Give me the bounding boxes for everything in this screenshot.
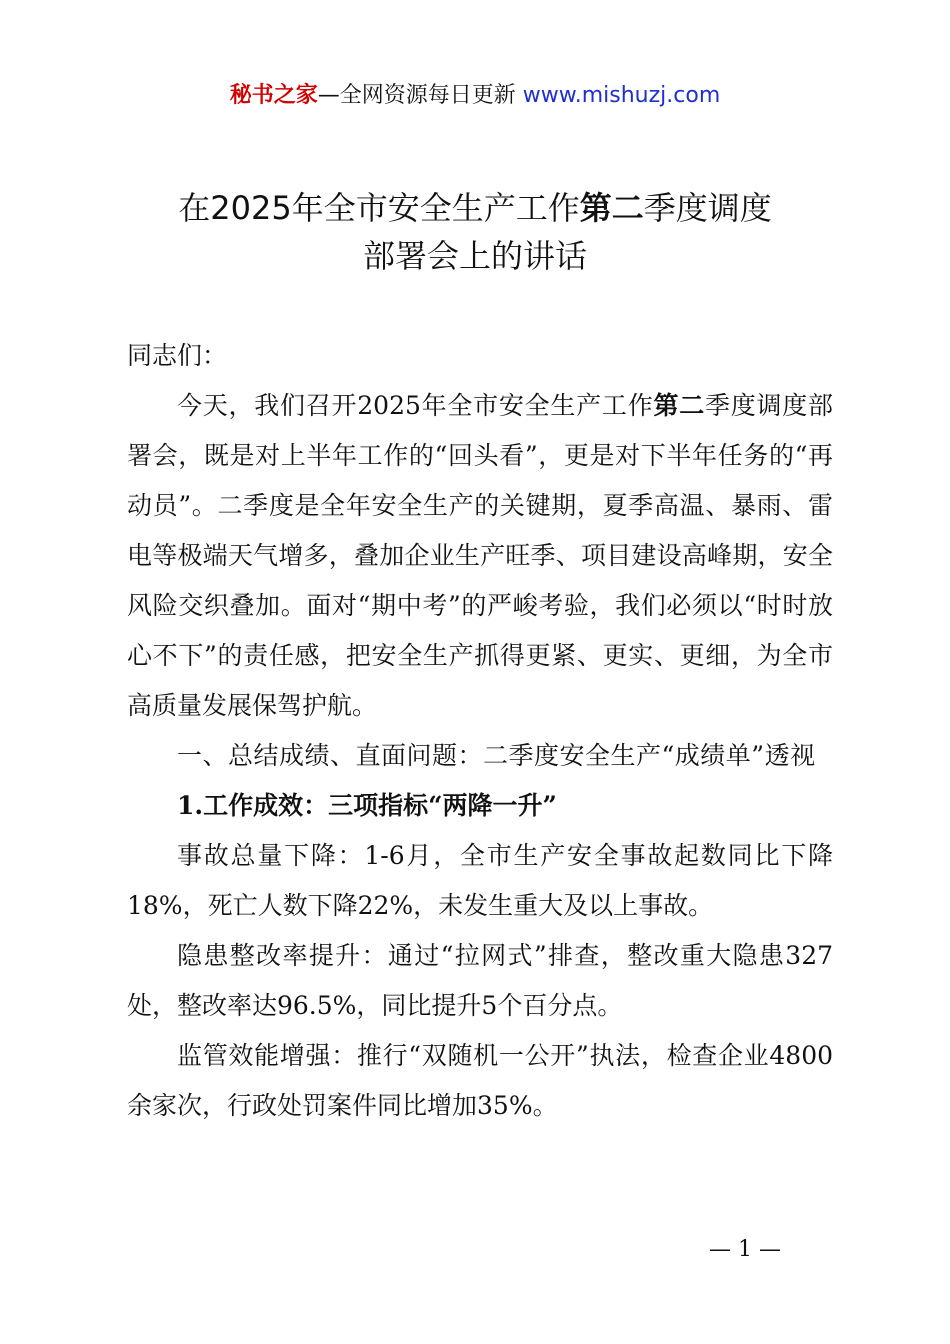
document-title-line-1 [0,184,950,232]
header-slogan: —全网资源每日更新 [317,83,516,108]
title-text-post: 季度调度 [643,189,772,227]
section-heading-1: 一、总结成绩、直面问题：二季度安全生产“成绩单”透视 [177,741,816,770]
intro-paragraph [127,381,833,731]
intro-text-pre: 今天，我们召开2025年全市安全生产工作 [177,391,654,420]
intro-text-bold: 第二 [653,391,705,420]
title-text-pre: 在2025年全市安全生产工作 [178,189,580,227]
point-paragraph: 事故总量下降：1-6月，全市生产安全事故起数同比下降18%，死亡人数下降22%，未发生重大及以上事故。 [127,841,833,920]
subsection-heading-1: 1.工作成效：三项指标“两降一升” [177,791,557,820]
site-header [0,80,950,112]
document-body [127,381,833,1131]
website-link[interactable]: www.mishuzj.com [522,83,721,108]
point-paragraph: 监管效能增强：推行“双随机一公开”执法，检查企业4800余家次，行政处罚案件同比增加35%。 [127,1041,833,1120]
salutation: 同志们： [127,341,228,370]
point-paragraph: 隐患整改率提升：通过“拉网式”排查，整改重大隐患327处，整改率达96.5%，同比提升5个百分点。 [127,941,833,1020]
brand-name: 秘书之家 [229,83,318,108]
document-title-line-2: 部署会上的讲话 [362,237,587,275]
title-text-bold: 第二 [579,189,644,227]
intro-text-post: 季度调度部署会，既是对上半年工作的“回头看”，更是对下半年任务的“再动员”。二季度是全年安全生产的关键期，夏季高温、暴雨、雷电等极端天气增多，叠加企业生产旺季、项目建设高峰期，安全风险交织叠加。面对“期中考”的严峻考验，我们必须以“时时放心不下”的责任感，把安全生产抓得更紧、更实、更细，为全市高质量发展保驾护航。 [127,391,833,720]
page-number: — 1 — [709,1237,781,1262]
